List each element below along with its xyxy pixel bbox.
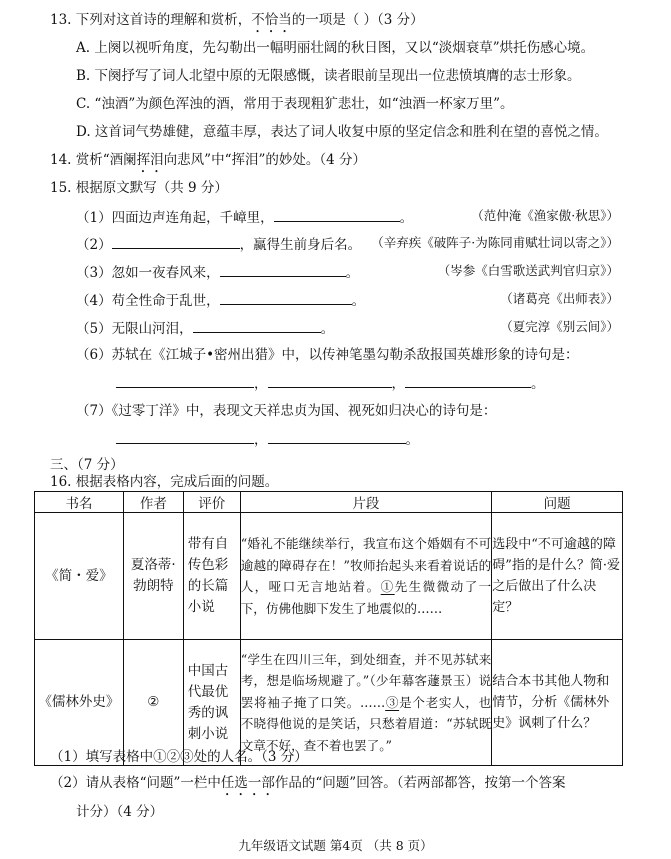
- q13-stem-prefix: 13. 下列对这首诗的理解和赏析，: [50, 12, 252, 28]
- q15-item-4-post: 。: [351, 293, 366, 309]
- q15-item-7-blanks: [116, 429, 419, 449]
- answer-blank[interactable]: [405, 373, 531, 388]
- q16-stem: 16. 根据表格内容，完成后面的问题。: [50, 474, 279, 490]
- blank-comma: ，: [254, 432, 268, 448]
- q13-stem: [50, 11, 424, 36]
- q15-item-1: [76, 207, 413, 227]
- q13-option-a: A. 上阕以视听角度，先勾勒出一幅明丽壮阔的秋日图，又以“淡烟衰草”烘托伤感心境。: [76, 40, 595, 56]
- book-cell: 《简・爱》: [35, 513, 124, 640]
- answer-blank[interactable]: [268, 373, 392, 388]
- q15-item-6-blanks: [116, 373, 545, 393]
- blank-period: 。: [405, 432, 419, 448]
- q13-option-b: B. 下阕抒写了词人北望中原的无限感慨，读者眼前呈现出一位悲愤填膺的志士形象。: [76, 68, 581, 84]
- table-row: [35, 513, 623, 640]
- q15-item-3-pre: （3）忽如一夜春风来，: [76, 265, 220, 281]
- q16-sub-2: [50, 774, 565, 799]
- q15-title: 15. 根据原文默写（共 9 分）: [50, 180, 228, 196]
- fragment-text: 先生微微动了一下，仿佛他脚下发生了地震似的……: [240, 579, 492, 616]
- answer-blank[interactable]: [274, 207, 400, 222]
- q15-item-5-pre: （5）无限山河泪，: [76, 321, 193, 337]
- answer-blank[interactable]: [193, 318, 321, 333]
- fragment-text: “婚礼不能继续举行，我宣布这个婚姻有不可逾越的障碍存在！”牧师抬起头来看着说话的人，哑口无言地站着。: [240, 536, 492, 594]
- answer-blank[interactable]: [268, 429, 406, 444]
- q15-item-3-post: 。: [345, 265, 360, 281]
- header-book: 书名: [35, 492, 124, 513]
- q14-middle: 向悲风”中“挥泪”的妙处。（4 分）: [163, 152, 367, 168]
- q15-item-1-post: 。: [399, 210, 414, 226]
- header-question: 问题: [492, 492, 623, 513]
- q15-item-2: [76, 234, 361, 254]
- q13-stem-suffix: 的一项是（ ）（3 分）: [291, 12, 424, 28]
- q14-prefix: 14. 赏析“酒阑: [50, 152, 137, 168]
- q15-item-5: [76, 318, 334, 338]
- q15-item-2-source: （辛弃疾《破阵子·为陈同甫赋壮词以寄之》）: [371, 235, 619, 250]
- q15-item-1-source: （范仲淹《渔家傲·秋思》）: [471, 208, 619, 223]
- answer-blank[interactable]: [116, 373, 254, 388]
- q13-stem-emphasis: 不恰当: [251, 12, 292, 28]
- table-header-row: [35, 492, 623, 513]
- header-evaluation: 评价: [183, 492, 240, 513]
- blank-comma: ，: [391, 376, 405, 392]
- fragment-cell: [240, 513, 492, 640]
- fragment-text: 是个老实人，也不晓得他说的是笑话，只愁着眉道：“苏轼既文章不好，查不着也罢了。”: [240, 694, 492, 753]
- q16-sub-2-pre: （2）请从表格“问题”一栏中: [50, 775, 221, 791]
- fragment-text: “学生在四川三年，到处细查，并不见苏轼来考，想是临场规避了。”（少年幕客蘧景玉）说罢将袖子掩了口笑。……: [240, 651, 492, 710]
- book-cell: 《儒林外史》: [35, 640, 124, 766]
- q15-item-5-source: （夏完淳《别云间》）: [500, 319, 619, 334]
- q14-emphasis: 挥泪: [136, 152, 164, 168]
- author-cell: ②: [123, 640, 183, 766]
- answer-blank[interactable]: [220, 290, 352, 305]
- answer-blank[interactable]: [220, 262, 346, 277]
- q15-item-3: [76, 262, 359, 282]
- fragment-cell: [240, 640, 492, 766]
- answer-blank[interactable]: [112, 234, 240, 249]
- section-3-heading: 三、（7 分）: [50, 457, 124, 473]
- question-cell: 结合本书其他人物和情节，分析《儒林外史》讽刺了什么？: [492, 640, 623, 766]
- q14-stem: [50, 151, 366, 176]
- q15-item-7: （7）《过零丁洋》中，表现文天祥忠贞为国、视死如归决心的诗句是：: [76, 403, 497, 419]
- q16-sub-2-post: 作品的“问题”回答。（若两部都答，按第一个答案: [274, 775, 566, 791]
- q15-item-2-pre: （2）: [76, 237, 112, 253]
- blank-marker-3: ③: [385, 694, 400, 710]
- blank-marker-1: ①: [380, 579, 395, 594]
- q16-sub-2-emphasis: 任选一部: [220, 775, 275, 791]
- header-fragment: 片段: [240, 492, 492, 513]
- q15-item-4-pre: （4）苟全性命于乱世，: [76, 293, 220, 309]
- q15-item-4: [76, 290, 365, 310]
- page-footer: 九年级语文试题 第4页 （共 8 页）: [238, 838, 433, 853]
- author-cell: 夏洛蒂·勃朗特: [123, 513, 183, 640]
- q15-item-4-source: （诸葛亮《出师表》）: [500, 291, 619, 306]
- question-cell: 选段中“不可逾越的障碍”指的是什么？简·爱之后做出了什么决定？: [492, 513, 623, 640]
- q15-item-3-source: （岑参《白雪歌送武判官归京》）: [437, 263, 619, 278]
- header-author: 作者: [123, 492, 183, 513]
- q16-sub-2-line2: 计分）（4 分）: [76, 804, 164, 820]
- q15-item-1-pre: （1）四面边声连角起，千嶂里，: [76, 210, 274, 226]
- q15-item-2-post: ，赢得生前身后名。: [239, 237, 362, 253]
- blank-period: 。: [531, 376, 545, 392]
- q13-option-d: D. 这首词气势雄健，意蕴丰厚，表达了词人收复中原的坚定信念和胜利在望的喜悦之情。: [76, 124, 608, 140]
- q13-option-c: C. “浊酒”为颜色浑浊的酒，常用于表现粗犷悲壮，如“浊酒一杯家万里”。: [76, 96, 514, 112]
- q16-sub-1: （1）填写表格中①②③处的人名。（3 分）: [50, 749, 308, 765]
- reading-table: [34, 491, 623, 766]
- table-row: [35, 640, 623, 766]
- q15-item-5-post: 。: [320, 321, 335, 337]
- q15-item-6: （6）苏轼在《江城子•密州出猎》中，以传神笔墨勾勒杀敌报国英雄形象的诗句是：: [76, 347, 579, 363]
- evaluation-cell: 带有自传色彩的长篇小说: [183, 513, 240, 640]
- blank-comma: ，: [254, 376, 268, 392]
- evaluation-cell: 中国古代最优秀的讽刺小说: [183, 640, 240, 766]
- answer-blank[interactable]: [116, 429, 254, 444]
